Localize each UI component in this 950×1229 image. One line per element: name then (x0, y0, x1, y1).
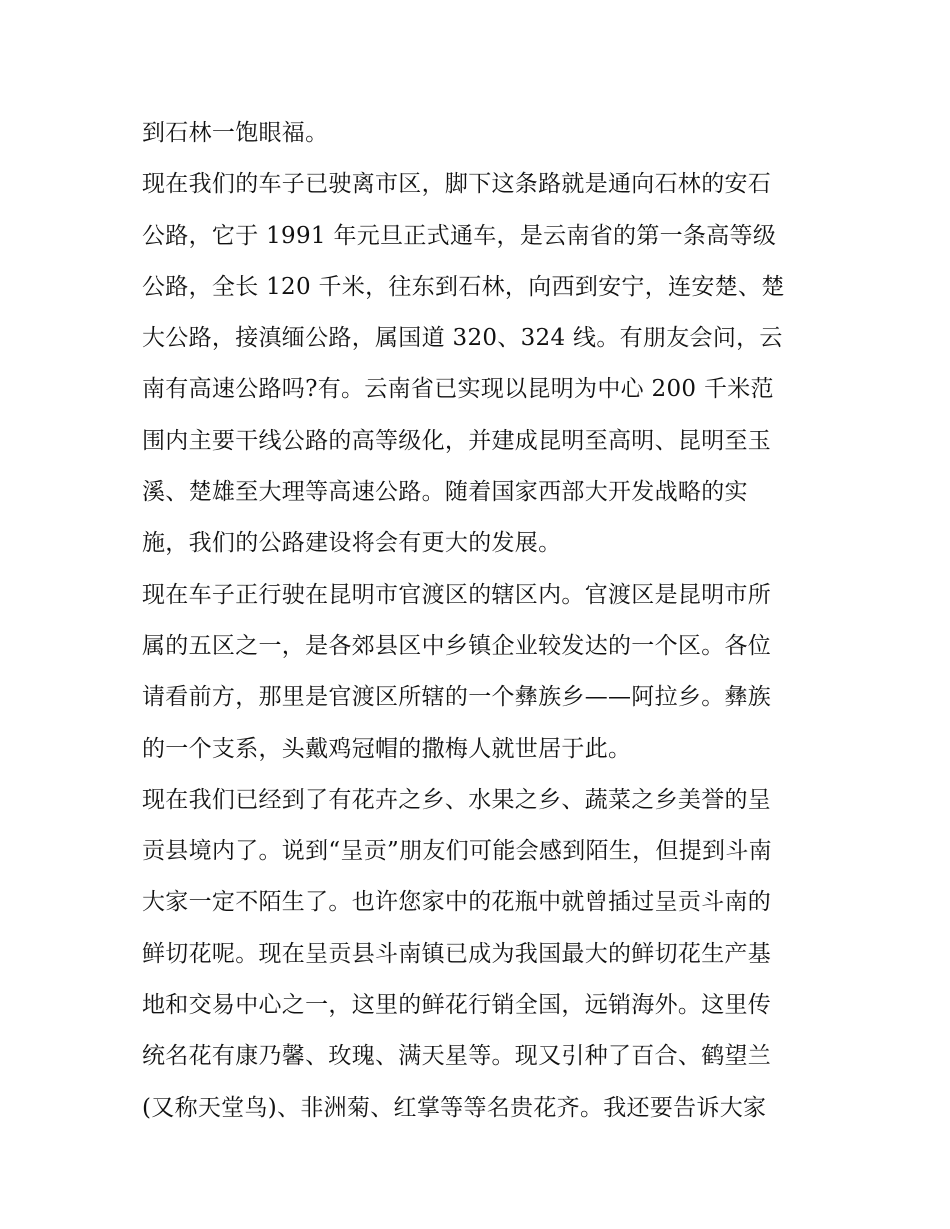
text-line: 请看前方，那里是官渡区所辖的一个彝族乡——阿拉乡。彝族 (142, 684, 772, 711)
text-line: 围内主要干线公路的高等级化，并建成昆明至高明、昆明至玉 (142, 427, 772, 454)
text-line: 大家一定不陌生了。也许您家中的花瓶中就曾插过呈贡斗南的 (142, 889, 772, 916)
text-line: 鲜切花呢。现在呈贡县斗南镇已成为我国最大的鲜切花生产基 (142, 940, 772, 967)
text-line: 施，我们的公路建设将会有更大的发展。 (142, 530, 562, 557)
text-line: 的一个支系，头戴鸡冠帽的撒梅人就世居于此。 (142, 735, 632, 762)
text-line: 现在我们已经到了有花卉之乡、水果之乡、蔬菜之乡美誉的呈 (142, 786, 772, 813)
body-text (142, 108, 822, 1134)
text-line: 南有高速公路吗?有。云南省已实现以昆明为中心 200 千米范 (142, 376, 774, 403)
text-line: 属的五区之一，是各郊县区中乡镇企业较发达的一个区。各位 (142, 632, 772, 659)
text-line: 现在车子正行驶在昆明市官渡区的辖区内。官渡区是昆明市所 (142, 581, 772, 608)
text-line: (又称天堂鸟)、非洲菊、红掌等等名贵花齐。我还要告诉大家 (142, 1094, 767, 1121)
text-line: 现在我们的车子已驶离市区，脚下这条路就是通向石林的安石 (142, 171, 772, 198)
text-line: 公路，全长 120 千米，往东到石林，向西到安宁，连安楚、楚 (142, 273, 785, 300)
text-line: 公路，它于 1991 年元旦正式通车，是云南省的第一条高等级 (142, 222, 777, 249)
text-line: 到石林一饱眼福。 (142, 120, 329, 146)
text-line: 地和交易中心之一，这里的鲜花行销全国，远销海外。这里传 (142, 992, 772, 1019)
text-line: 大公路，接滇缅公路，属国道 320、324 线。有朋友会问，云 (142, 325, 783, 352)
text-line: 溪、楚雄至大理等高速公路。随着国家西部大开发战略的实 (142, 479, 748, 506)
text-line: 贡县境内了。说到“呈贡”朋友们可能会感到陌生，但提到斗南 (142, 838, 772, 865)
text-line: 统名花有康乃馨、玫瑰、满天星等。现又引种了百合、鹤望兰 (142, 1043, 772, 1070)
